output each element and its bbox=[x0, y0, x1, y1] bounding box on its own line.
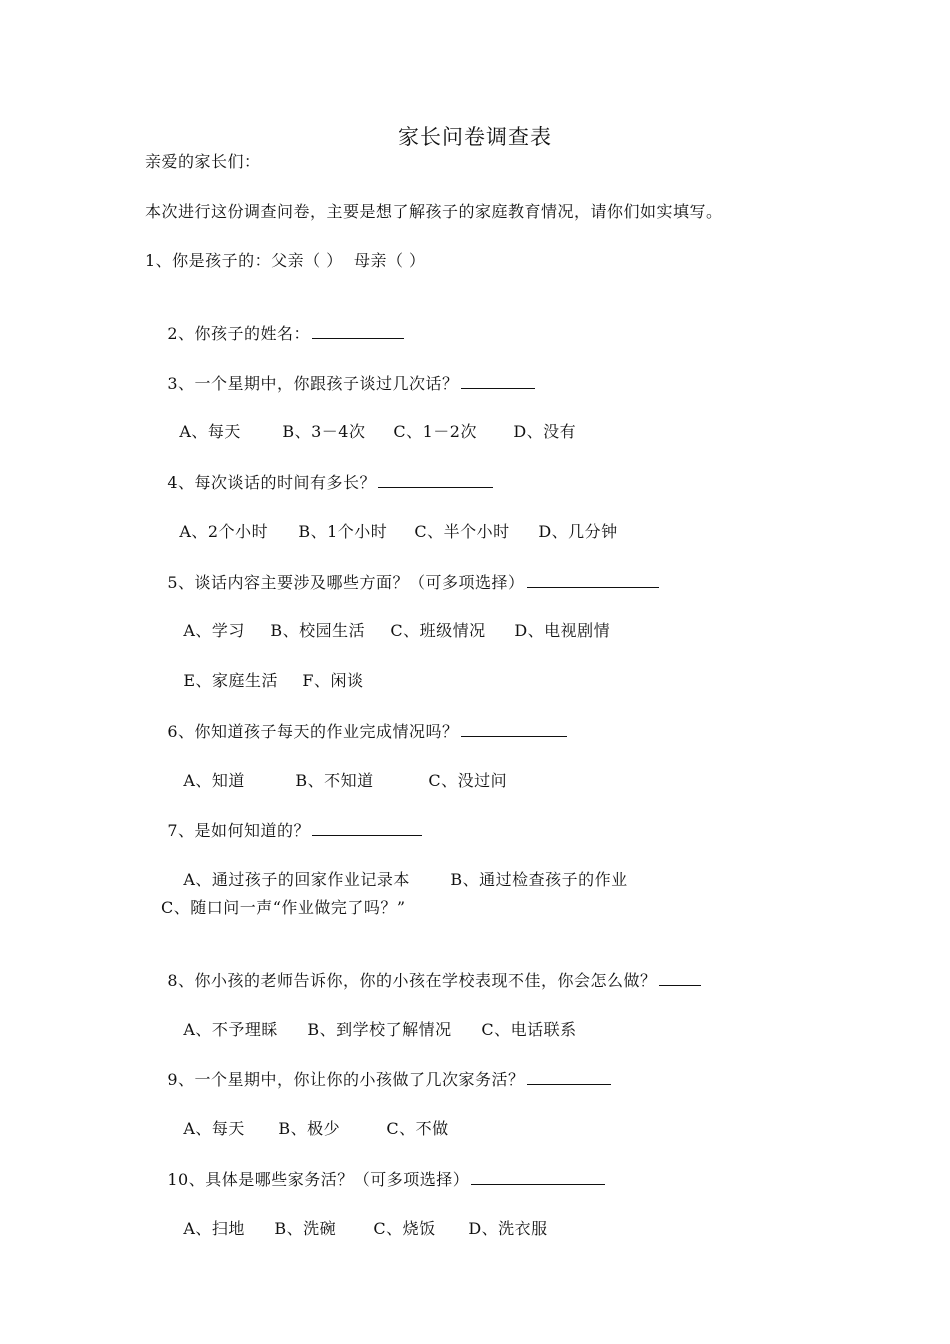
option-3d[interactable]: D、没有 bbox=[513, 422, 577, 441]
option-5d[interactable]: D、电视剧情 bbox=[514, 621, 611, 640]
option-5e[interactable]: E、家庭生活 bbox=[183, 671, 279, 690]
question-8: 8、你小孩的老师告诉你，你的小孩在学校表现不佳，你会怎么做？ bbox=[167, 971, 657, 990]
answer-blank-6[interactable] bbox=[461, 720, 567, 737]
option-8a[interactable]: A、不予理睬 bbox=[183, 1020, 278, 1039]
option-9a[interactable]: A、每天 bbox=[183, 1119, 245, 1138]
page-title: 家长问卷调查表 bbox=[398, 125, 552, 149]
question-9: 9、一个星期中，你让你的小孩做了几次家务活？ bbox=[167, 1070, 525, 1089]
answer-blank-10[interactable] bbox=[471, 1168, 605, 1185]
option-10a[interactable]: A、扫地 bbox=[183, 1219, 245, 1238]
option-3a[interactable]: A、每天 bbox=[179, 422, 241, 441]
question-1: 1、你是孩子的：父亲（ ） 母亲（ ） bbox=[145, 251, 426, 270]
option-3b[interactable]: B、3－4次 bbox=[282, 422, 366, 441]
question-6: 6、你知道孩子每天的作业完成情况吗？ bbox=[167, 722, 459, 741]
question-5: 5、谈话内容主要涉及哪些方面？（可多项选择） bbox=[167, 573, 525, 592]
answer-blank-9[interactable] bbox=[527, 1068, 611, 1085]
option-3c[interactable]: C、1－2次 bbox=[393, 422, 477, 441]
option-4a[interactable]: A、2个小时 bbox=[179, 522, 269, 541]
question-10: 10、具体是哪些家务活？（可多项选择） bbox=[167, 1170, 470, 1189]
question-3: 3、一个星期中，你跟孩子谈过几次话？ bbox=[167, 374, 459, 393]
option-5f[interactable]: F、闲谈 bbox=[302, 671, 364, 690]
question-2: 2、你孩子的姓名： bbox=[167, 324, 311, 343]
option-5a[interactable]: A、学习 bbox=[183, 621, 245, 640]
option-4c[interactable]: C、半个小时 bbox=[414, 522, 510, 541]
option-4b[interactable]: B、1个小时 bbox=[298, 522, 388, 541]
option-5b[interactable]: B、校园生活 bbox=[270, 621, 366, 640]
question-7: 7、是如何知道的？ bbox=[167, 821, 311, 840]
option-8b[interactable]: B、到学校了解情况 bbox=[307, 1020, 452, 1039]
option-10c[interactable]: C、烧饭 bbox=[373, 1219, 436, 1238]
option-7b[interactable]: B、通过检查孩子的作业 bbox=[450, 870, 628, 889]
intro-text: 本次进行这份调查问卷，主要是想了解孩子的家庭教育情况，请你们如实填写。 bbox=[145, 202, 723, 221]
option-6b[interactable]: B、不知道 bbox=[295, 771, 374, 790]
answer-blank-8[interactable] bbox=[659, 969, 701, 986]
answer-blank-2[interactable] bbox=[312, 322, 404, 339]
option-4d[interactable]: D、几分钟 bbox=[538, 522, 618, 541]
option-7a[interactable]: A、通过孩子的回家作业记录本 bbox=[183, 870, 410, 889]
question-4: 4、每次谈话的时间有多长？ bbox=[167, 473, 377, 492]
answer-blank-4[interactable] bbox=[378, 471, 493, 488]
option-8c[interactable]: C、电话联系 bbox=[481, 1020, 577, 1039]
answer-blank-3[interactable] bbox=[461, 372, 535, 389]
option-6c[interactable]: C、没过问 bbox=[428, 771, 508, 790]
option-6a[interactable]: A、知道 bbox=[183, 771, 245, 790]
option-9c[interactable]: C、不做 bbox=[386, 1119, 449, 1138]
option-9b[interactable]: B、极少 bbox=[278, 1119, 341, 1138]
answer-blank-7[interactable] bbox=[312, 819, 422, 836]
option-7c[interactable]: C、随口问一声“作业做完了吗？” bbox=[161, 898, 406, 917]
answer-blank-5[interactable] bbox=[527, 571, 659, 588]
greeting: 亲爱的家长们： bbox=[145, 152, 261, 171]
option-10d[interactable]: D、洗衣服 bbox=[468, 1219, 548, 1238]
option-10b[interactable]: B、洗碗 bbox=[274, 1219, 337, 1238]
question-10-options bbox=[161, 1196, 548, 1262]
option-5c[interactable]: C、班级情况 bbox=[390, 621, 486, 640]
